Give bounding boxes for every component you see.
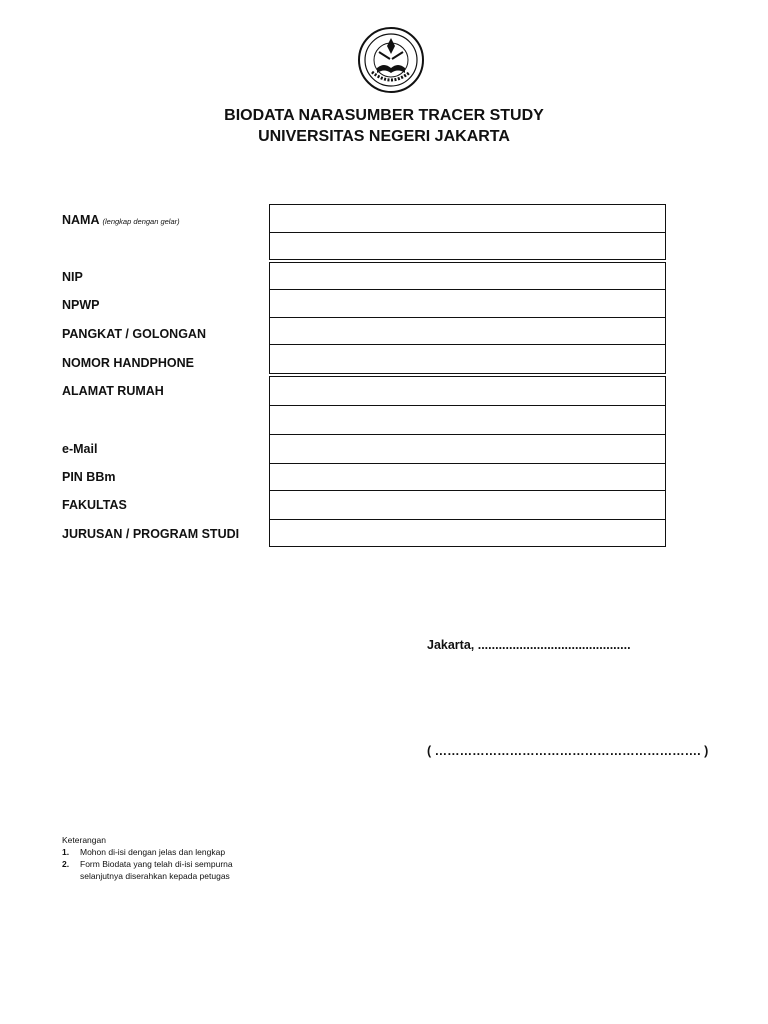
notes-heading: Keterangan (62, 835, 106, 845)
signature-place-date: Jakarta, ............................................ (427, 638, 631, 652)
pangkat-golongan-field[interactable] (269, 317, 666, 345)
nama-field-line-1[interactable] (269, 204, 666, 233)
nip-field[interactable] (269, 262, 666, 290)
title-line-2: UNIVERSITAS NEGERI JAKARTA (258, 128, 510, 145)
notes (62, 834, 233, 882)
label-nama-hint: (lengkap dengan gelar) (102, 217, 180, 226)
fakultas-field[interactable] (269, 490, 666, 520)
note-item-2: 2. Form Biodata yang telah di-isi sempurna (62, 859, 233, 869)
note-item-2-continued: selanjutnya diserahkan kepada petugas (80, 871, 230, 881)
jurusan-program-studi-field[interactable] (269, 519, 666, 547)
label-nip: NIP (62, 270, 83, 284)
university-seal-logo (357, 26, 425, 94)
nama-field-line-2[interactable] (269, 232, 666, 260)
alamat-rumah-field-line-2[interactable] (269, 405, 666, 435)
npwp-field[interactable] (269, 289, 666, 318)
label-jurusan-program-studi: JURUSAN / PROGRAM STUDI (62, 527, 240, 541)
signature-name-line: ( ………………………………………………………. ) (427, 744, 709, 758)
label-npwp: NPWP (62, 298, 100, 312)
label-nama: NAMA (lengkap dengan gelar) (62, 213, 180, 227)
pin-bbm-field[interactable] (269, 463, 666, 491)
nomor-handphone-field[interactable] (269, 344, 666, 374)
title-line-1: BIODATA NARASUMBER TRACER STUDY (224, 107, 544, 124)
label-alamat-rumah: ALAMAT RUMAH (62, 384, 164, 398)
document-title (0, 105, 768, 147)
label-nomor-handphone: NOMOR HANDPHONE (62, 356, 194, 370)
email-field[interactable] (269, 434, 666, 464)
label-pangkat-golongan: PANGKAT / GOLONGAN (62, 327, 206, 341)
label-email: e-Mail (62, 442, 98, 456)
alamat-rumah-field-line-1[interactable] (269, 376, 666, 406)
label-fakultas: FAKULTAS (62, 498, 127, 512)
note-item-1: 1. Mohon di-isi dengan jelas dan lengkap (62, 847, 226, 857)
label-pin-bbm: PIN BBm (62, 470, 116, 484)
